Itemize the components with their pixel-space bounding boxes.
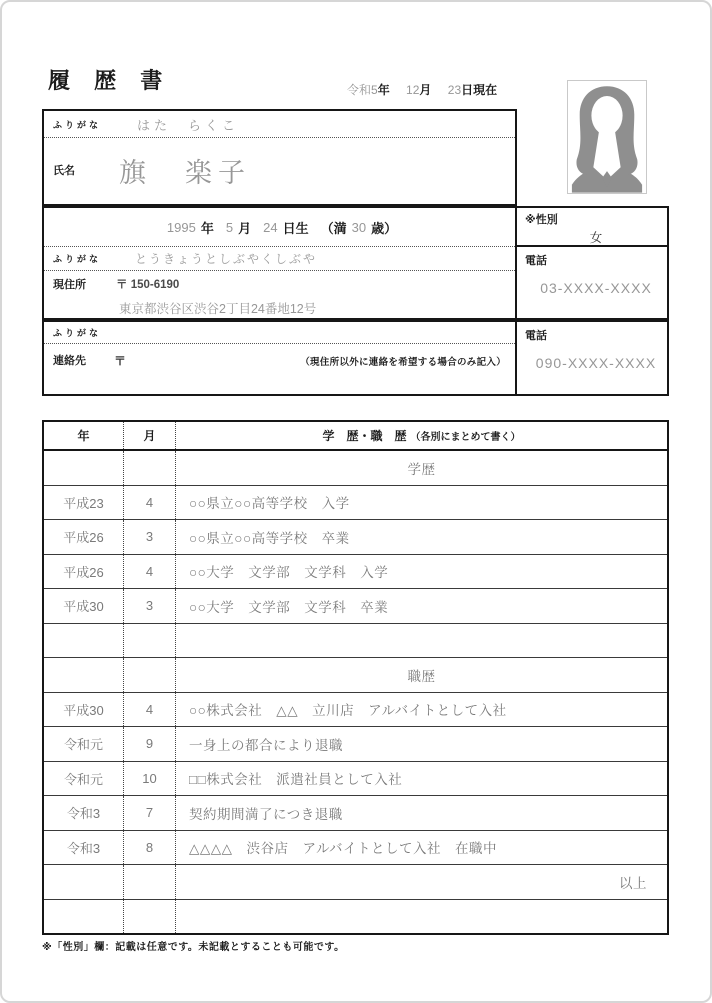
- contact-right: [517, 322, 667, 394]
- contact-row: [44, 344, 515, 394]
- table-row: [44, 658, 667, 693]
- photo-box: [567, 80, 647, 194]
- address-line-1: [53, 276, 515, 292]
- gender-footnote: ※「性別」欄：記載は任意です。未記載とすることも可能です。: [42, 942, 345, 953]
- age-open: （満: [320, 220, 347, 236]
- current-address-label: 現住所: [53, 279, 86, 291]
- personal-info-section: [42, 206, 669, 320]
- birth-month-unit: 月: [238, 220, 252, 236]
- cell-detail: 職歴: [407, 668, 436, 684]
- gender-label: ※性別: [525, 214, 558, 226]
- cell-year: 平成26: [44, 520, 124, 554]
- name-value: 旗 楽子: [119, 157, 251, 188]
- table-row: [44, 796, 667, 831]
- age-close: 歳）: [371, 220, 398, 236]
- birthdate-row: [44, 208, 515, 247]
- birth-year: 1995: [166, 219, 196, 235]
- cell-detail: ○○県立○○高等学校 卒業: [189, 530, 350, 546]
- date-year-unit: 年: [377, 83, 390, 97]
- birth-day: 24: [263, 219, 278, 235]
- postal-code-value: 〒 150-6190: [116, 279, 180, 291]
- cell-detail: 契約期間満了につき退職: [189, 806, 343, 822]
- cell-detail: △△△△ 渋谷店 アルバイトとして入社 在職中: [189, 841, 498, 857]
- header-year: 年: [44, 422, 124, 449]
- phone-home-box: [517, 247, 667, 318]
- cell-detail: 一身上の都合により退職: [189, 737, 343, 753]
- cell-month: [124, 451, 176, 485]
- cell-month: 4: [124, 555, 176, 589]
- cell-year: [44, 865, 124, 899]
- address-furigana-value: とうきょうとしぶやくしぶや: [135, 252, 318, 266]
- header-detail: [176, 422, 667, 449]
- date-day: 23: [447, 83, 462, 97]
- name-row: [44, 138, 515, 202]
- birth-day-unit: 日生: [282, 220, 309, 236]
- date-era-year: 令和5: [347, 83, 378, 97]
- cell-month: 3: [124, 520, 176, 554]
- contact-furigana-row: [44, 322, 515, 344]
- portrait-avatar-icon: [568, 81, 646, 193]
- cell-year: [44, 658, 124, 692]
- table-row: [44, 589, 667, 624]
- address-furigana-row: [44, 247, 515, 271]
- table-row: [44, 624, 667, 659]
- table-row: [44, 762, 667, 797]
- cell-year: 平成30: [44, 693, 124, 727]
- cell-month: 9: [124, 727, 176, 761]
- cell-year: 令和3: [44, 796, 124, 830]
- cell-year: [44, 451, 124, 485]
- table-row: [44, 451, 667, 486]
- table-row: [44, 520, 667, 555]
- cell-month: 7: [124, 796, 176, 830]
- cell-month: [124, 658, 176, 692]
- cell-detail: 以上: [619, 875, 647, 891]
- table-row: [44, 693, 667, 728]
- table-row: [44, 486, 667, 521]
- cell-detail: ○○株式会社 △△ 立川店 アルバイトとして入社: [189, 703, 507, 719]
- cell-month: 3: [124, 589, 176, 623]
- cell-detail: ○○大学 文学部 文学科 卒業: [189, 599, 389, 615]
- cell-detail: [176, 900, 667, 934]
- cell-detail: [176, 624, 667, 658]
- contact-section: [42, 320, 669, 396]
- cell-month: [124, 900, 176, 934]
- header-detail-title: 学 歴・職 歴: [322, 429, 407, 443]
- furigana-label: ふりがな: [53, 119, 102, 130]
- table-row: [44, 831, 667, 866]
- gender-box: [517, 208, 667, 247]
- table-row: [44, 555, 667, 590]
- cell-month: 4: [124, 693, 176, 727]
- cell-month: [124, 865, 176, 899]
- birth-month: 5: [225, 219, 234, 235]
- contact-postal-mark: 〒: [114, 354, 127, 368]
- cell-year: 平成23: [44, 486, 124, 520]
- name-furigana-row: [44, 111, 515, 138]
- history-table: [42, 420, 669, 935]
- table-row: [44, 865, 667, 900]
- name-label: 氏名: [53, 165, 75, 177]
- cell-month: [124, 624, 176, 658]
- cell-year: [44, 624, 124, 658]
- history-table-body: [44, 451, 667, 933]
- furigana-label: ふりがな: [53, 254, 102, 264]
- date-day-unit: 日現在: [461, 83, 498, 97]
- personal-info-left: [44, 208, 517, 318]
- cell-year: 平成26: [44, 555, 124, 589]
- header-detail-note: （各別にまとめて書く）: [410, 432, 521, 443]
- table-row: [44, 727, 667, 762]
- cell-month: 10: [124, 762, 176, 796]
- age-value: 30: [351, 219, 367, 235]
- cell-detail: ○○大学 文学部 文学科 入学: [189, 565, 389, 581]
- contact-left: [44, 322, 517, 394]
- contact-note: （現住所以外に連絡を希望する場合のみ記入）: [300, 357, 506, 368]
- phone-mobile-box: [517, 322, 667, 394]
- name-section: [42, 109, 517, 206]
- cell-year: 令和元: [44, 727, 124, 761]
- phone-mobile-value: 090-XXXX-XXXX: [535, 355, 657, 371]
- page-title: 履 歴 書: [48, 68, 172, 93]
- cell-year: [44, 900, 124, 934]
- cell-detail: ○○県立○○高等学校 入学: [189, 496, 350, 512]
- cell-month: 4: [124, 486, 176, 520]
- address-value: 東京都渋谷区渋谷2丁目24番地12号: [119, 302, 317, 316]
- table-row: [44, 900, 667, 934]
- cell-month: 8: [124, 831, 176, 865]
- cell-year: 令和元: [44, 762, 124, 796]
- cell-detail: □□株式会社 派遣社員として入社: [189, 772, 403, 788]
- phone-home-value: 03-XXXX-XXXX: [540, 280, 652, 296]
- phone-label: 電話: [525, 255, 547, 267]
- furigana-label: ふりがな: [53, 328, 102, 338]
- birth-year-unit: 年: [200, 220, 214, 236]
- cell-year: 平成30: [44, 589, 124, 623]
- cell-year: 令和3: [44, 831, 124, 865]
- phone-label: 電話: [525, 330, 547, 342]
- date-month: 12: [406, 83, 420, 97]
- cell-detail: 学歴: [407, 461, 436, 477]
- personal-info-right: [517, 208, 667, 318]
- header-month: 月: [124, 422, 176, 449]
- contact-label: 連絡先: [53, 355, 86, 367]
- furigana-value: はた らくこ: [137, 117, 240, 133]
- current-address-area: [44, 271, 515, 318]
- gender-value: 女: [589, 231, 603, 245]
- date-month-unit: 月: [419, 83, 432, 97]
- current-date-line: [347, 81, 497, 98]
- history-table-header: [44, 422, 667, 451]
